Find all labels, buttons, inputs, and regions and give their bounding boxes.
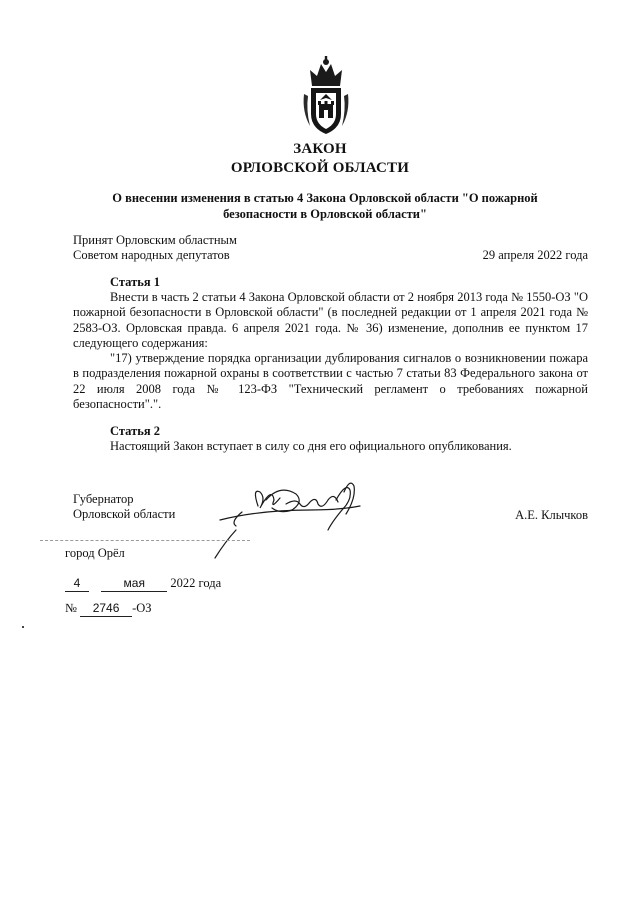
signatory-title-line-1: Губернатор — [73, 492, 134, 506]
article-1-paragraph-2 — [73, 351, 588, 413]
adoption-line-2: Советом народных депутатов — [73, 248, 230, 262]
article-2-heading: Статья 2 — [110, 424, 160, 438]
region-title: ОРЛОВСКОЙ ОБЛАСТИ — [230, 160, 410, 176]
law-number-value: 2746 — [80, 601, 132, 617]
article-1-paragraph-2-text: "17) утверждение порядка организации дублирования сигналов о возникновении пожара в подразделения пожарной охраны в соответствии с частью 7 статьи 83 Федерального закона от 22 июля 2008 года № 123-ФЗ "Технический регламент о требованиях пожарной безопасности".". — [73, 351, 588, 412]
article-1-paragraph-1 — [73, 290, 588, 352]
scan-speck — [22, 626, 24, 628]
number-sign: № — [65, 601, 77, 615]
handwritten-signature-icon — [200, 470, 370, 565]
adoption-block — [73, 233, 237, 263]
article-2-text: Настоящий Закон вступает в силу со дня его официального опубликования. — [110, 439, 512, 453]
law-subtitle: О внесении изменения в статью 4 Закона Орловской области "О пожарной безопасности в Орловской области" — [112, 191, 538, 221]
signing-day: 4 — [65, 576, 89, 592]
signing-month: мая — [101, 576, 167, 592]
law-title: ЗАКОН — [293, 141, 347, 157]
signing-date — [65, 576, 221, 592]
number-suffix: -ОЗ — [132, 601, 152, 615]
adoption-date: 29 апреля 2022 года — [482, 248, 588, 262]
divider — [40, 540, 250, 541]
article-1-heading: Статья 1 — [110, 275, 160, 289]
article-1-paragraph-1-text: Внести в часть 2 статьи 4 Закона Орловской области от 2 ноября 2013 года № 1550-ОЗ "О пожарной безопасности в Орловской области" (в последней редакции от 1 апреля 2021 года № 2583-ОЗ. Орловская правда. 6 апреля 2021 года. № 36) изменение, дополнив ее пунктом 17 следующего содержания: — [73, 290, 588, 351]
adoption-line-1: Принят Орловским областным — [73, 233, 237, 247]
law-number — [65, 601, 152, 617]
signing-year: 2022 года — [170, 576, 222, 590]
signatory-title-line-2: Орловской области — [73, 507, 176, 521]
signatory-title — [73, 492, 175, 522]
city: город Орёл — [65, 546, 125, 560]
signatory-name: А.Е. Клычков — [515, 508, 588, 522]
coat-of-arms-icon — [300, 56, 352, 136]
